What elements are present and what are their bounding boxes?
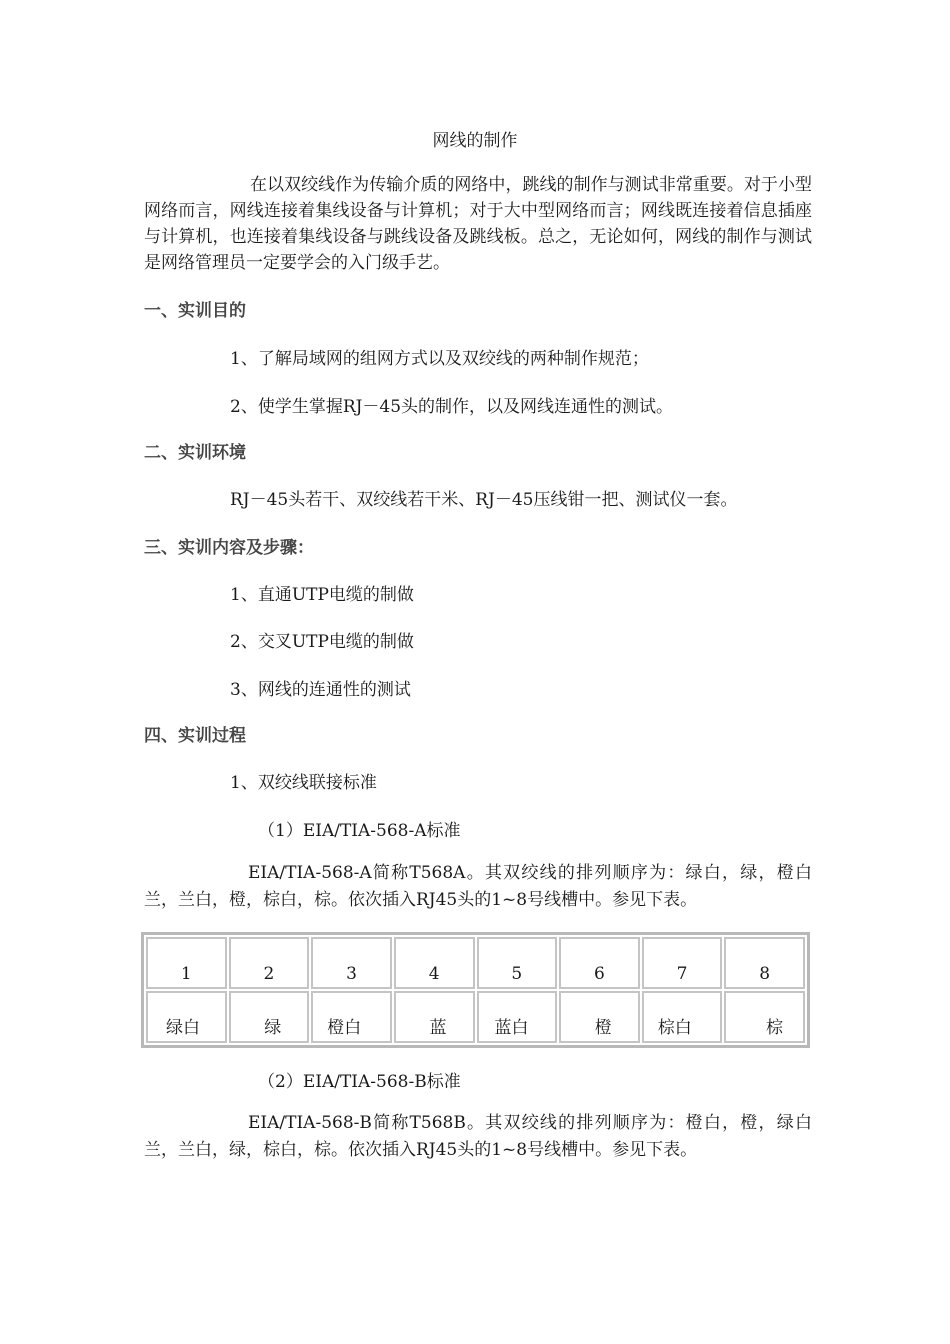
table-cell: 绿白: [146, 991, 227, 1043]
content-item-3: 3、网线的连通性的测试: [230, 680, 411, 700]
content-item-2: 2、交叉UTP电缆的制做: [230, 632, 414, 652]
document-title: 网线的制作: [432, 131, 518, 151]
process-subheading: 1、双绞线联接标准: [230, 773, 377, 793]
standard-b-text: EIA/TIA-568-B简称T568B。其双绞线的排列顺序为：橙白，橙，绿白兰，兰白，绿，棕白，棕。依次插入RJ45头的1~8号线槽中。参见下表。: [144, 1113, 812, 1160]
standard-b-title: （2）EIA/TIA-568-B标准: [258, 1072, 461, 1092]
table-cell: 1: [146, 937, 227, 989]
table-row-pin-numbers: [146, 937, 805, 989]
environment-text: RJ－45头若干、双绞线若干米、RJ－45压线钳一把、测试仪一套。: [230, 490, 738, 510]
table-cell: 绿: [229, 991, 310, 1043]
content-item-1: 1、直通UTP电缆的制做: [230, 585, 414, 605]
table-cell: 橙: [559, 991, 640, 1043]
table-cell: 3: [311, 937, 392, 989]
section-heading-objectives: 一、实训目的: [144, 301, 246, 321]
section-heading-content: 三、实训内容及步骤：: [144, 538, 314, 558]
objective-item-2: 2、使学生掌握RJ－45头的制作，以及网线连通性的测试。: [230, 397, 674, 417]
section-heading-environment: 二、实训环境: [144, 443, 246, 463]
table-cell: 蓝: [394, 991, 475, 1043]
standard-a-title: （1）EIA/TIA-568-A标准: [258, 821, 461, 841]
table-cell: 8: [724, 937, 805, 989]
standard-a-text: EIA/TIA-568-A简称T568A。其双绞线的排列顺序为：绿白，绿，橙白兰，兰白，橙，棕白，棕。依次插入RJ45头的1~8号线槽中。参见下表。: [144, 863, 812, 910]
table-cell: 6: [559, 937, 640, 989]
table-cell: 7: [642, 937, 723, 989]
table-cell: 2: [229, 937, 310, 989]
table-cell: 橙白: [311, 991, 392, 1043]
table-cell: 5: [477, 937, 558, 989]
standard-b-paragraph: [144, 1110, 812, 1164]
table-cell: 棕白: [642, 991, 723, 1043]
table-row-wire-colors: [146, 991, 805, 1043]
intro-text: 在以双绞线作为传输介质的网络中，跳线的制作与测试非常重要。对于小型网络而言，网线连接着集线设备与计算机；对于大中型网络而言；网线既连接着信息插座与计算机，也连接着集线设备与跳线设备及跳线板。总之，无论如何，网线的制作与测试是网络管理员一定要学会的入门级手艺。: [144, 175, 812, 273]
section-heading-process: 四、实训过程: [144, 726, 246, 746]
standard-a-table: [141, 932, 810, 1048]
intro-paragraph: [144, 172, 812, 276]
table-cell: 4: [394, 937, 475, 989]
table-cell: 蓝白: [477, 991, 558, 1043]
table-cell: 棕: [724, 991, 805, 1043]
standard-a-paragraph: [144, 860, 812, 914]
objective-item-1: 1、了解局域网的组网方式以及双绞线的两种制作规范；: [230, 349, 649, 369]
